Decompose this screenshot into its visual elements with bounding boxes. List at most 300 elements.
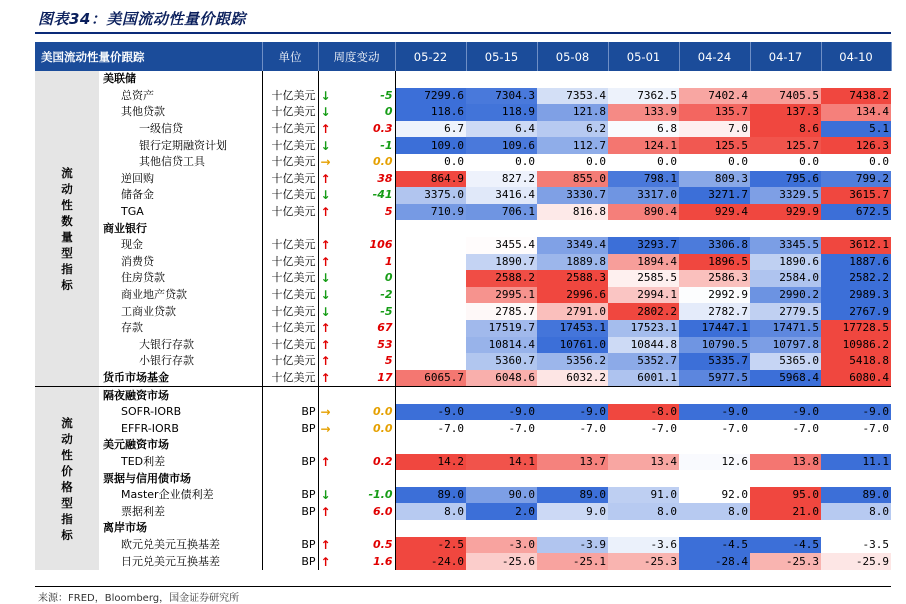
value-cell	[537, 520, 608, 537]
value-cell: 706.1	[466, 204, 537, 221]
row-label: 逆回购	[121, 171, 154, 185]
value-cell: 89.0	[537, 487, 608, 504]
arrow-up-icon: ↑	[320, 122, 331, 137]
bottom-rule	[35, 586, 891, 587]
value-cell	[466, 220, 537, 237]
table-row	[35, 237, 891, 254]
row-unit: 十亿美元	[262, 171, 318, 188]
value-cell	[608, 71, 679, 88]
section-row	[35, 71, 891, 88]
value-cell: -3.5	[821, 537, 891, 554]
weekly-change: 1.6	[353, 553, 395, 570]
value-cell	[679, 71, 750, 88]
value-cell: 0.0	[799, 155, 819, 169]
arrow-down-icon: ↓	[320, 304, 331, 319]
table-row	[35, 187, 891, 204]
value-cell: 17523.1	[608, 320, 679, 337]
arrow-up-icon: ↑	[320, 238, 331, 253]
value-cell	[679, 437, 750, 454]
value-cell: 3306.8	[679, 237, 750, 254]
weekly-change: 17	[353, 370, 395, 387]
table-row	[35, 171, 891, 188]
row-label: 存款	[121, 321, 143, 335]
value-cell: 17447.1	[679, 320, 750, 337]
value-cell	[679, 470, 750, 487]
row-unit: 十亿美元	[262, 353, 318, 370]
value-cell: 799.2	[821, 171, 891, 188]
arrow-up-icon: ↑	[320, 537, 331, 552]
value-cell: -8.0	[608, 404, 679, 421]
value-cell: 816.8	[537, 204, 608, 221]
weekly-change: 67	[353, 320, 395, 337]
value-cell: 2588.2	[466, 270, 537, 287]
value-cell: 890.4	[608, 204, 679, 221]
value-cell: 6065.7	[395, 370, 466, 387]
value-cell: 7.0	[679, 121, 750, 138]
table-body	[35, 71, 891, 570]
row-unit: 十亿美元	[262, 154, 318, 171]
weekly-change: 5	[353, 204, 395, 221]
value-cell	[395, 387, 466, 404]
row-unit: 十亿美元	[262, 88, 318, 105]
weekly-change: 38	[353, 171, 395, 188]
value-cell: 89.0	[821, 487, 891, 504]
row-label: SOFR-IORB	[121, 405, 182, 419]
row-unit	[262, 387, 318, 404]
table-row	[35, 121, 891, 138]
value-cell	[750, 470, 821, 487]
value-cell: 126.3	[821, 137, 891, 154]
value-cell: 1896.5	[679, 254, 750, 271]
arrow-up-icon: ↑	[320, 337, 331, 352]
value-cell	[537, 387, 608, 404]
header-unit: 单位	[262, 42, 318, 71]
table-row	[35, 303, 891, 320]
header-date: 05-08	[537, 42, 608, 71]
value-cell	[608, 520, 679, 537]
value-cell	[821, 470, 891, 487]
value-cell: -9.0	[821, 404, 891, 421]
arrow-down-icon: ↓	[320, 138, 331, 153]
value-cell: 2588.3	[537, 270, 608, 287]
value-cell: 2990.2	[750, 287, 821, 304]
value-cell	[395, 237, 466, 254]
value-cell: 6.8	[608, 121, 679, 138]
row-unit: 十亿美元	[262, 254, 318, 271]
arrow-up-icon: ↑	[320, 454, 331, 469]
value-cell	[821, 437, 891, 454]
table-row	[35, 154, 891, 171]
row-unit: 十亿美元	[262, 187, 318, 204]
table-row	[35, 137, 891, 154]
value-cell: 3615.7	[821, 187, 891, 204]
weekly-change: -2	[353, 287, 395, 304]
value-cell	[395, 470, 466, 487]
weekly-change: -1	[353, 137, 395, 154]
value-cell: 6048.6	[466, 370, 537, 387]
value-cell: 124.1	[608, 137, 679, 154]
row-label: 总资产	[121, 88, 154, 102]
value-cell	[537, 470, 608, 487]
value-cell: 3330.7	[537, 187, 608, 204]
row-unit	[262, 470, 318, 487]
weekly-change: 0	[353, 270, 395, 287]
row-unit: 十亿美元	[262, 237, 318, 254]
row-unit: BP	[262, 503, 318, 520]
value-cell: 125.7	[750, 137, 821, 154]
row-unit: 十亿美元	[262, 370, 318, 387]
value-cell: 0.0	[728, 155, 748, 169]
arrow-flat-icon: →	[320, 155, 331, 170]
weekly-change: 0.0	[353, 420, 395, 437]
row-label: EFFR-IORB	[121, 421, 179, 435]
value-cell: -7.0	[792, 421, 819, 435]
value-cell: -3.6	[608, 537, 679, 554]
value-cell	[750, 387, 821, 404]
row-unit: 十亿美元	[262, 287, 318, 304]
value-cell: 3345.5	[750, 237, 821, 254]
value-cell: 21.0	[750, 503, 821, 520]
value-cell: 710.9	[395, 204, 466, 221]
value-cell: 137.3	[750, 104, 821, 121]
row-unit	[262, 71, 318, 88]
arrow-down-icon: ↓	[320, 105, 331, 120]
table-row	[35, 320, 891, 337]
arrow-up-icon: ↑	[320, 321, 331, 336]
value-cell: 855.0	[537, 171, 608, 188]
row-label: 欧元兑美元互换基差	[121, 537, 220, 551]
value-cell: 5418.8	[821, 353, 891, 370]
row-label: 其他贷款	[121, 105, 165, 119]
value-cell: 7353.4	[537, 88, 608, 105]
row-label: 隔夜融资市场	[103, 388, 169, 402]
header-date: 04-24	[679, 42, 750, 71]
value-cell: 7438.2	[821, 88, 891, 105]
row-label: 大银行存款	[139, 337, 194, 351]
value-cell	[608, 387, 679, 404]
value-cell	[608, 437, 679, 454]
value-cell: -9.0	[537, 404, 608, 421]
table-row	[35, 270, 891, 287]
arrow-up-icon: ↑	[320, 354, 331, 369]
table-row	[35, 553, 891, 570]
value-cell	[821, 520, 891, 537]
table-row	[35, 353, 891, 370]
value-cell: 0.0	[515, 155, 535, 169]
value-cell	[821, 71, 891, 88]
group-label: 流动性数量型指标	[35, 71, 99, 387]
value-cell: 2791.0	[537, 303, 608, 320]
weekly-change: 0.5	[353, 537, 395, 554]
value-cell: -9.0	[750, 404, 821, 421]
value-cell	[466, 71, 537, 88]
value-cell: 7402.4	[679, 88, 750, 105]
value-cell: 17453.1	[537, 320, 608, 337]
value-cell: -2.5	[395, 537, 466, 554]
table-row	[35, 420, 891, 437]
table-row	[35, 404, 891, 421]
row-unit: BP	[262, 404, 318, 421]
value-cell: 125.5	[679, 137, 750, 154]
value-cell: 3375.0	[395, 187, 466, 204]
value-cell	[395, 320, 466, 337]
value-cell	[750, 520, 821, 537]
value-cell: 798.1	[608, 171, 679, 188]
row-label: 离岸市场	[103, 521, 147, 535]
value-cell	[395, 353, 466, 370]
row-unit: BP	[262, 553, 318, 570]
row-label: 货币市场基金	[99, 370, 262, 387]
value-cell	[608, 470, 679, 487]
value-cell: -25.9	[821, 553, 891, 570]
row-unit	[262, 437, 318, 454]
value-cell: 2585.5	[608, 270, 679, 287]
arrow-down-icon: ↓	[320, 88, 331, 103]
header-date: 04-10	[821, 42, 891, 71]
value-cell	[395, 71, 466, 88]
value-cell: 7299.6	[395, 88, 466, 105]
value-cell: 9.0	[537, 503, 608, 520]
value-cell: -9.0	[395, 404, 466, 421]
row-label: TED利差	[121, 454, 166, 468]
row-unit: 十亿美元	[262, 270, 318, 287]
value-cell: 5352.7	[608, 353, 679, 370]
value-cell: 17471.5	[750, 320, 821, 337]
value-cell: 6080.4	[821, 370, 891, 387]
value-cell: 109.0	[395, 137, 466, 154]
row-label: 消费贷	[121, 254, 154, 268]
value-cell: 6032.2	[537, 370, 608, 387]
value-cell: -7.0	[862, 421, 889, 435]
table-row	[35, 287, 891, 304]
value-cell: 5356.2	[537, 353, 608, 370]
group-label: 流动性价格型指标	[35, 387, 99, 570]
value-cell: 864.9	[395, 171, 466, 188]
section-row	[35, 387, 891, 404]
value-cell	[679, 220, 750, 237]
value-cell: -25.3	[608, 553, 679, 570]
value-cell: 92.0	[679, 487, 750, 504]
value-cell: 0.0	[657, 155, 677, 169]
weekly-change: 0	[353, 104, 395, 121]
arrow-up-icon: ↑	[320, 254, 331, 269]
value-cell: -7.0	[508, 421, 535, 435]
row-label: 储备金	[121, 188, 154, 202]
value-cell: 8.0	[679, 503, 750, 520]
row-unit	[262, 220, 318, 237]
weekly-change: -1.0	[353, 487, 395, 504]
value-cell: -9.0	[679, 404, 750, 421]
arrow-up-icon: ↑	[320, 205, 331, 220]
row-unit: 十亿美元	[262, 337, 318, 354]
value-cell: 6.2	[537, 121, 608, 138]
row-label: TGA	[121, 205, 144, 219]
value-cell: 10814.4	[466, 337, 537, 354]
value-cell: 8.0	[395, 503, 466, 520]
row-label: 美元融资市场	[103, 438, 169, 452]
value-cell: -25.6	[466, 553, 537, 570]
value-cell	[679, 387, 750, 404]
header-date: 05-22	[395, 42, 466, 71]
value-cell	[395, 220, 466, 237]
table-row	[35, 88, 891, 105]
value-cell: 5977.5	[679, 370, 750, 387]
value-cell: 5335.7	[679, 353, 750, 370]
row-label: 日元兑美元互换基差	[121, 554, 220, 568]
weekly-change	[353, 470, 395, 487]
row-label: 一级信贷	[139, 122, 183, 136]
value-cell: 2996.6	[537, 287, 608, 304]
value-cell: 2584.0	[750, 270, 821, 287]
value-cell: 135.7	[679, 104, 750, 121]
value-cell: 2.0	[466, 503, 537, 520]
value-cell: 133.9	[608, 104, 679, 121]
value-cell: 1887.6	[821, 254, 891, 271]
value-cell: 2586.3	[679, 270, 750, 287]
value-cell	[750, 71, 821, 88]
weekly-change	[353, 520, 395, 537]
value-cell: 3455.4	[466, 237, 537, 254]
arrow-cell	[318, 387, 353, 404]
value-cell: 0.0	[444, 155, 464, 169]
value-cell	[537, 437, 608, 454]
value-cell	[537, 71, 608, 88]
arrow-cell	[318, 470, 353, 487]
liquidity-table	[35, 42, 892, 570]
row-unit: 十亿美元	[262, 137, 318, 154]
row-label: 现金	[121, 238, 143, 252]
weekly-change: 106	[353, 237, 395, 254]
value-cell: 112.7	[537, 137, 608, 154]
value-cell: 2782.7	[679, 303, 750, 320]
value-cell: 95.0	[750, 487, 821, 504]
weekly-change: 1	[353, 254, 395, 271]
row-label: 小银行存款	[139, 354, 194, 368]
value-cell: 10761.0	[537, 337, 608, 354]
value-cell	[537, 220, 608, 237]
value-cell	[750, 437, 821, 454]
value-cell: 3612.1	[821, 237, 891, 254]
value-cell: 0.0	[586, 155, 606, 169]
value-cell	[466, 437, 537, 454]
section-row	[35, 370, 891, 387]
value-cell: 3317.0	[608, 187, 679, 204]
arrow-flat-icon: →	[320, 405, 331, 420]
row-label: 商业地产贷款	[121, 288, 187, 302]
value-cell	[395, 437, 466, 454]
weekly-change: 53	[353, 337, 395, 354]
value-cell	[466, 520, 537, 537]
value-cell: 134.4	[821, 104, 891, 121]
value-cell: 5968.4	[750, 370, 821, 387]
row-unit: 十亿美元	[262, 121, 318, 138]
table-row	[35, 537, 891, 554]
arrow-up-icon: ↑	[320, 171, 331, 186]
value-cell: -28.4	[679, 553, 750, 570]
row-label: 商业银行	[103, 221, 147, 235]
value-cell	[608, 220, 679, 237]
value-cell: -7.0	[721, 421, 748, 435]
weekly-change: 0.0	[353, 404, 395, 421]
value-cell: 3293.7	[608, 237, 679, 254]
section-row	[35, 437, 891, 454]
value-cell: 2767.9	[821, 303, 891, 320]
value-cell: 2992.9	[679, 287, 750, 304]
value-cell	[821, 387, 891, 404]
row-unit: 十亿美元	[262, 303, 318, 320]
weekly-change: -5	[353, 303, 395, 320]
row-unit: 十亿美元	[262, 204, 318, 221]
value-cell: 3416.4	[466, 187, 537, 204]
value-cell	[395, 337, 466, 354]
arrow-cell	[318, 71, 353, 88]
arrow-down-icon: ↓	[320, 188, 331, 203]
value-cell: 6001.1	[608, 370, 679, 387]
value-cell: -7.0	[650, 421, 677, 435]
value-cell: 1890.7	[466, 254, 537, 271]
row-label: 票据与信用债市场	[103, 471, 191, 485]
row-label: 工商业贷款	[121, 304, 176, 318]
weekly-change: 0.0	[353, 154, 395, 171]
value-cell: -9.0	[466, 404, 537, 421]
value-cell: 10790.5	[679, 337, 750, 354]
value-cell	[466, 387, 537, 404]
value-cell: 13.4	[608, 454, 679, 471]
row-label: 美联储	[103, 72, 136, 86]
value-cell: -25.3	[750, 553, 821, 570]
value-cell: -3.0	[466, 537, 537, 554]
row-unit: 十亿美元	[262, 104, 318, 121]
value-cell: 89.0	[395, 487, 466, 504]
value-cell: -7.0	[437, 421, 464, 435]
value-cell: 118.6	[395, 104, 466, 121]
value-cell: 7405.5	[750, 88, 821, 105]
value-cell: -25.1	[537, 553, 608, 570]
value-cell: 1894.4	[608, 254, 679, 271]
table-row	[35, 454, 891, 471]
row-unit: BP	[262, 537, 318, 554]
table-row	[35, 104, 891, 121]
value-cell: -4.5	[750, 537, 821, 554]
value-cell: 0.0	[869, 155, 889, 169]
value-cell: 10844.8	[608, 337, 679, 354]
header-date: 05-01	[608, 42, 679, 71]
value-cell: 90.0	[466, 487, 537, 504]
value-cell: 10797.8	[750, 337, 821, 354]
caption-rule	[35, 32, 891, 34]
weekly-change: 6.0	[353, 503, 395, 520]
value-cell: 2802.2	[608, 303, 679, 320]
value-cell: -7.0	[579, 421, 606, 435]
table-row	[35, 503, 891, 520]
header-change: 周度变动	[318, 42, 395, 71]
value-cell: 2994.1	[608, 287, 679, 304]
row-unit	[262, 520, 318, 537]
value-cell: 2582.2	[821, 270, 891, 287]
value-cell: 1890.6	[750, 254, 821, 271]
row-unit: BP	[262, 420, 318, 437]
row-unit: 十亿美元	[262, 320, 318, 337]
weekly-change: 0.2	[353, 454, 395, 471]
weekly-change	[353, 220, 395, 237]
weekly-change: 5	[353, 353, 395, 370]
value-cell: 8.0	[821, 503, 891, 520]
value-cell: 91.0	[608, 487, 679, 504]
arrow-down-icon: ↓	[320, 488, 331, 503]
value-cell: 12.6	[679, 454, 750, 471]
value-cell: 2779.5	[750, 303, 821, 320]
weekly-change	[353, 437, 395, 454]
